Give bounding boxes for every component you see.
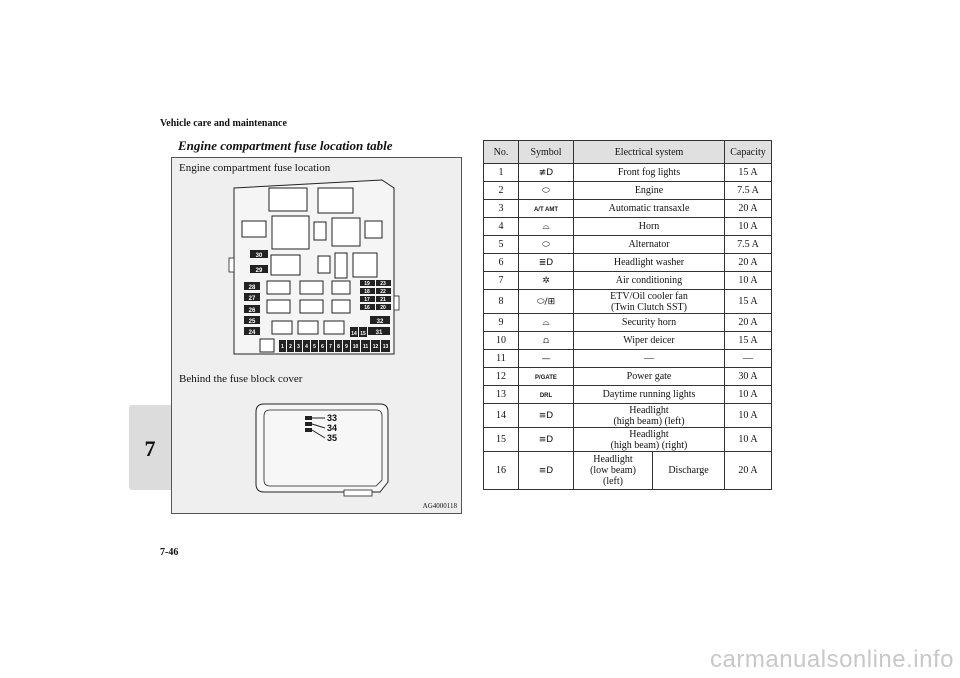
- svg-text:31: 31: [375, 330, 383, 336]
- table-row: [484, 200, 772, 218]
- fuse-capacity: 10 A: [725, 272, 772, 290]
- svg-text:17: 17: [364, 297, 370, 303]
- svg-text:1: 1: [281, 344, 284, 350]
- header-symbol: Symbol: [519, 141, 574, 164]
- table-row: [484, 452, 772, 490]
- electrical-system: [574, 290, 725, 314]
- table-row: [484, 290, 772, 314]
- electrical-system-line: Air conditioning: [615, 275, 683, 286]
- figure-code: AG4000118: [422, 502, 457, 510]
- fuse-number: 14: [484, 404, 519, 428]
- svg-text:28: 28: [248, 285, 256, 291]
- electrical-system-line: Horn: [638, 221, 660, 232]
- fuse-number: 2: [484, 182, 519, 200]
- fuse-symbol: [519, 386, 574, 404]
- electrical-system-line: (left): [603, 476, 623, 487]
- svg-text:24: 24: [248, 330, 256, 336]
- wiper-deicer-icon: ⩍: [543, 335, 549, 346]
- fuse-number: 13: [484, 386, 519, 404]
- electrical-system: [574, 428, 725, 452]
- electrical-system: [574, 254, 725, 272]
- fuse-number: 15: [484, 428, 519, 452]
- svg-text:6: 6: [321, 344, 324, 350]
- electrical-system: [574, 272, 725, 290]
- fuse-number: 6: [484, 254, 519, 272]
- table-row: [484, 314, 772, 332]
- table-row: [484, 428, 772, 452]
- fuse-number: 1: [484, 164, 519, 182]
- svg-text:22: 22: [380, 289, 386, 295]
- alternator-icon: ⬭: [542, 239, 550, 250]
- high-beam-icon: ≡D: [538, 434, 554, 445]
- table-row: [484, 332, 772, 350]
- svg-text:18: 18: [364, 289, 370, 295]
- svg-text:2: 2: [289, 344, 292, 350]
- electrical-system: [574, 368, 725, 386]
- security-horn-icon: ⌓: [542, 317, 550, 328]
- electrical-system: [574, 332, 725, 350]
- fuse-block-cover: [256, 404, 388, 496]
- electrical-system: [574, 164, 725, 182]
- electrical-system: [574, 236, 725, 254]
- drl-icon: DRL: [539, 393, 553, 399]
- svg-text:10: 10: [352, 344, 359, 350]
- svg-text:33: 33: [327, 413, 338, 423]
- electrical-system-line: Headlight washer: [613, 257, 685, 268]
- horn-icon: ⌓: [542, 221, 550, 232]
- chapter-number: 7: [144, 436, 156, 461]
- svg-text:27: 27: [248, 296, 256, 302]
- electrical-system: [574, 386, 725, 404]
- svg-text:5: 5: [313, 344, 316, 350]
- power-gate-icon: P/GATE: [535, 375, 557, 381]
- svg-text:16: 16: [364, 305, 370, 311]
- electrical-system-line: Security horn: [621, 317, 677, 328]
- fuse-symbol: [519, 350, 574, 368]
- table-row: [484, 182, 772, 200]
- svg-text:7: 7: [329, 344, 332, 350]
- header-electrical-system: Electrical system: [574, 141, 725, 164]
- no-symbol: —: [541, 353, 551, 364]
- fuse-number: 8: [484, 290, 519, 314]
- fuse-symbol: [519, 290, 574, 314]
- engine-icon: ⬭: [542, 185, 550, 196]
- fuse-table: [483, 140, 772, 490]
- svg-text:26: 26: [248, 308, 256, 314]
- electrical-system-line: (low beam): [590, 465, 636, 476]
- table-row: [484, 218, 772, 236]
- electrical-system: [574, 404, 725, 428]
- svg-text:34: 34: [327, 423, 338, 433]
- fuse-symbol: [519, 368, 574, 386]
- fuse-capacity: 10 A: [725, 218, 772, 236]
- electrical-system-line: Alternator: [628, 239, 670, 250]
- fuse-capacity: 20 A: [725, 452, 772, 490]
- high-beam-icon: ≡D: [538, 410, 554, 421]
- svg-text:19: 19: [364, 281, 370, 287]
- fuse-number: 11: [484, 350, 519, 368]
- fuse-symbol: [519, 182, 574, 200]
- fuse-number: 4: [484, 218, 519, 236]
- svg-text:32: 32: [376, 319, 384, 325]
- low-beam-icon: ≡D: [538, 465, 554, 476]
- header-no: No.: [484, 141, 519, 164]
- svg-text:8: 8: [337, 344, 340, 350]
- svg-text:9: 9: [345, 344, 348, 350]
- fuse-capacity: —: [725, 350, 772, 368]
- svg-text:25: 25: [248, 319, 256, 325]
- electrical-system: [574, 182, 725, 200]
- figure-caption-main: Engine compartment fuse location: [179, 162, 331, 174]
- fuse-capacity: 10 A: [725, 386, 772, 404]
- fuse-symbol: [519, 164, 574, 182]
- fuse-symbol: [519, 428, 574, 452]
- electrical-system-line: Headlight: [593, 454, 633, 465]
- fuse-symbol: [519, 314, 574, 332]
- fuse-capacity: 7.5 A: [725, 236, 772, 254]
- table-row: [484, 236, 772, 254]
- svg-text:13: 13: [382, 344, 389, 350]
- electrical-system-line: Front fog lights: [617, 167, 681, 178]
- fuse-capacity: 20 A: [725, 254, 772, 272]
- fuse-capacity: 15 A: [725, 332, 772, 350]
- fuse-capacity: 7.5 A: [725, 182, 772, 200]
- electrical-system: [574, 452, 725, 490]
- electrical-system: [574, 200, 725, 218]
- fuse-number: 9: [484, 314, 519, 332]
- fuse-capacity: 10 A: [725, 428, 772, 452]
- electrical-system-line: Wiper deicer: [623, 335, 675, 346]
- table-row: [484, 368, 772, 386]
- electrical-system-line: (high beam) (right): [610, 439, 688, 451]
- svg-text:21: 21: [380, 297, 386, 303]
- table-row: [484, 254, 772, 272]
- system-sub-type: Discharge: [668, 465, 709, 476]
- electrical-system: [574, 350, 725, 368]
- fuse-number: 7: [484, 272, 519, 290]
- electrical-system-line: Power gate: [626, 371, 672, 382]
- fuse-number: 5: [484, 236, 519, 254]
- fuse-symbol: [519, 404, 574, 428]
- fuse-number: 12: [484, 368, 519, 386]
- electrical-system-line: —: [644, 353, 654, 364]
- svg-text:11: 11: [362, 344, 369, 350]
- svg-text:15: 15: [360, 331, 366, 337]
- electrical-system-line: Headlight: [629, 428, 669, 440]
- electrical-system-line: Daytime running lights: [602, 389, 696, 400]
- fuse-symbol: [519, 452, 574, 490]
- fan-icon: ⬭/⊞: [536, 296, 556, 307]
- svg-text:14: 14: [351, 331, 357, 337]
- svg-text:12: 12: [372, 344, 379, 350]
- fuse-location-figure: [171, 157, 462, 514]
- fuse-symbol: [519, 272, 574, 290]
- table-row: [484, 272, 772, 290]
- headlight-washer-icon: ≣D: [538, 257, 554, 268]
- air-conditioning-icon: ✲: [542, 275, 550, 286]
- header-capacity: Capacity: [725, 141, 772, 164]
- page-number: 7-46: [160, 547, 179, 558]
- watermark: carmanualsonline.info: [710, 646, 954, 673]
- svg-text:29: 29: [255, 268, 263, 274]
- fuse-capacity: 15 A: [725, 164, 772, 182]
- svg-text:4: 4: [305, 344, 308, 350]
- electrical-system-line: ETV/Oil cooler fan: [610, 290, 688, 302]
- fuse-symbol: [519, 254, 574, 272]
- fuse-capacity: 20 A: [725, 200, 772, 218]
- section-title: Engine compartment fuse location table: [178, 138, 393, 153]
- at-amt-icon: A/T AMT: [533, 207, 559, 213]
- svg-text:35: 35: [327, 433, 338, 443]
- table-row: [484, 386, 772, 404]
- table-row: [484, 350, 772, 368]
- fuse-block-diagram: [172, 158, 463, 515]
- page-header: Vehicle care and maintenance: [160, 118, 287, 129]
- svg-text:30: 30: [255, 253, 263, 259]
- fuse-symbol: [519, 200, 574, 218]
- fuse-symbol: [519, 236, 574, 254]
- svg-text:20: 20: [380, 305, 386, 311]
- fuse-symbol: [519, 332, 574, 350]
- svg-text:3: 3: [297, 344, 300, 350]
- table-row: [484, 164, 772, 182]
- electrical-system-line: (high beam) (left): [613, 415, 685, 427]
- fuse-capacity: 20 A: [725, 314, 772, 332]
- electrical-system-line: Headlight: [629, 404, 669, 416]
- front-fog-light-icon: ≢D: [538, 167, 554, 178]
- fuse-capacity: 10 A: [725, 404, 772, 428]
- fuse-capacity: 30 A: [725, 368, 772, 386]
- electrical-system-line: Engine: [634, 185, 664, 196]
- electrical-system-line: Automatic transaxle: [608, 203, 690, 214]
- electrical-system-line: (Twin Clutch SST): [611, 301, 687, 313]
- electrical-system: [574, 218, 725, 236]
- fuse-symbol: [519, 218, 574, 236]
- fuse-number: 10: [484, 332, 519, 350]
- table-header-row: [484, 141, 772, 164]
- electrical-system: [574, 314, 725, 332]
- fuse-number: 3: [484, 200, 519, 218]
- svg-text:23: 23: [380, 281, 386, 287]
- fuse-capacity: 15 A: [725, 290, 772, 314]
- figure-caption-cover: Behind the fuse block cover: [179, 373, 303, 385]
- fuse-number: 16: [484, 452, 519, 490]
- table-row: [484, 404, 772, 428]
